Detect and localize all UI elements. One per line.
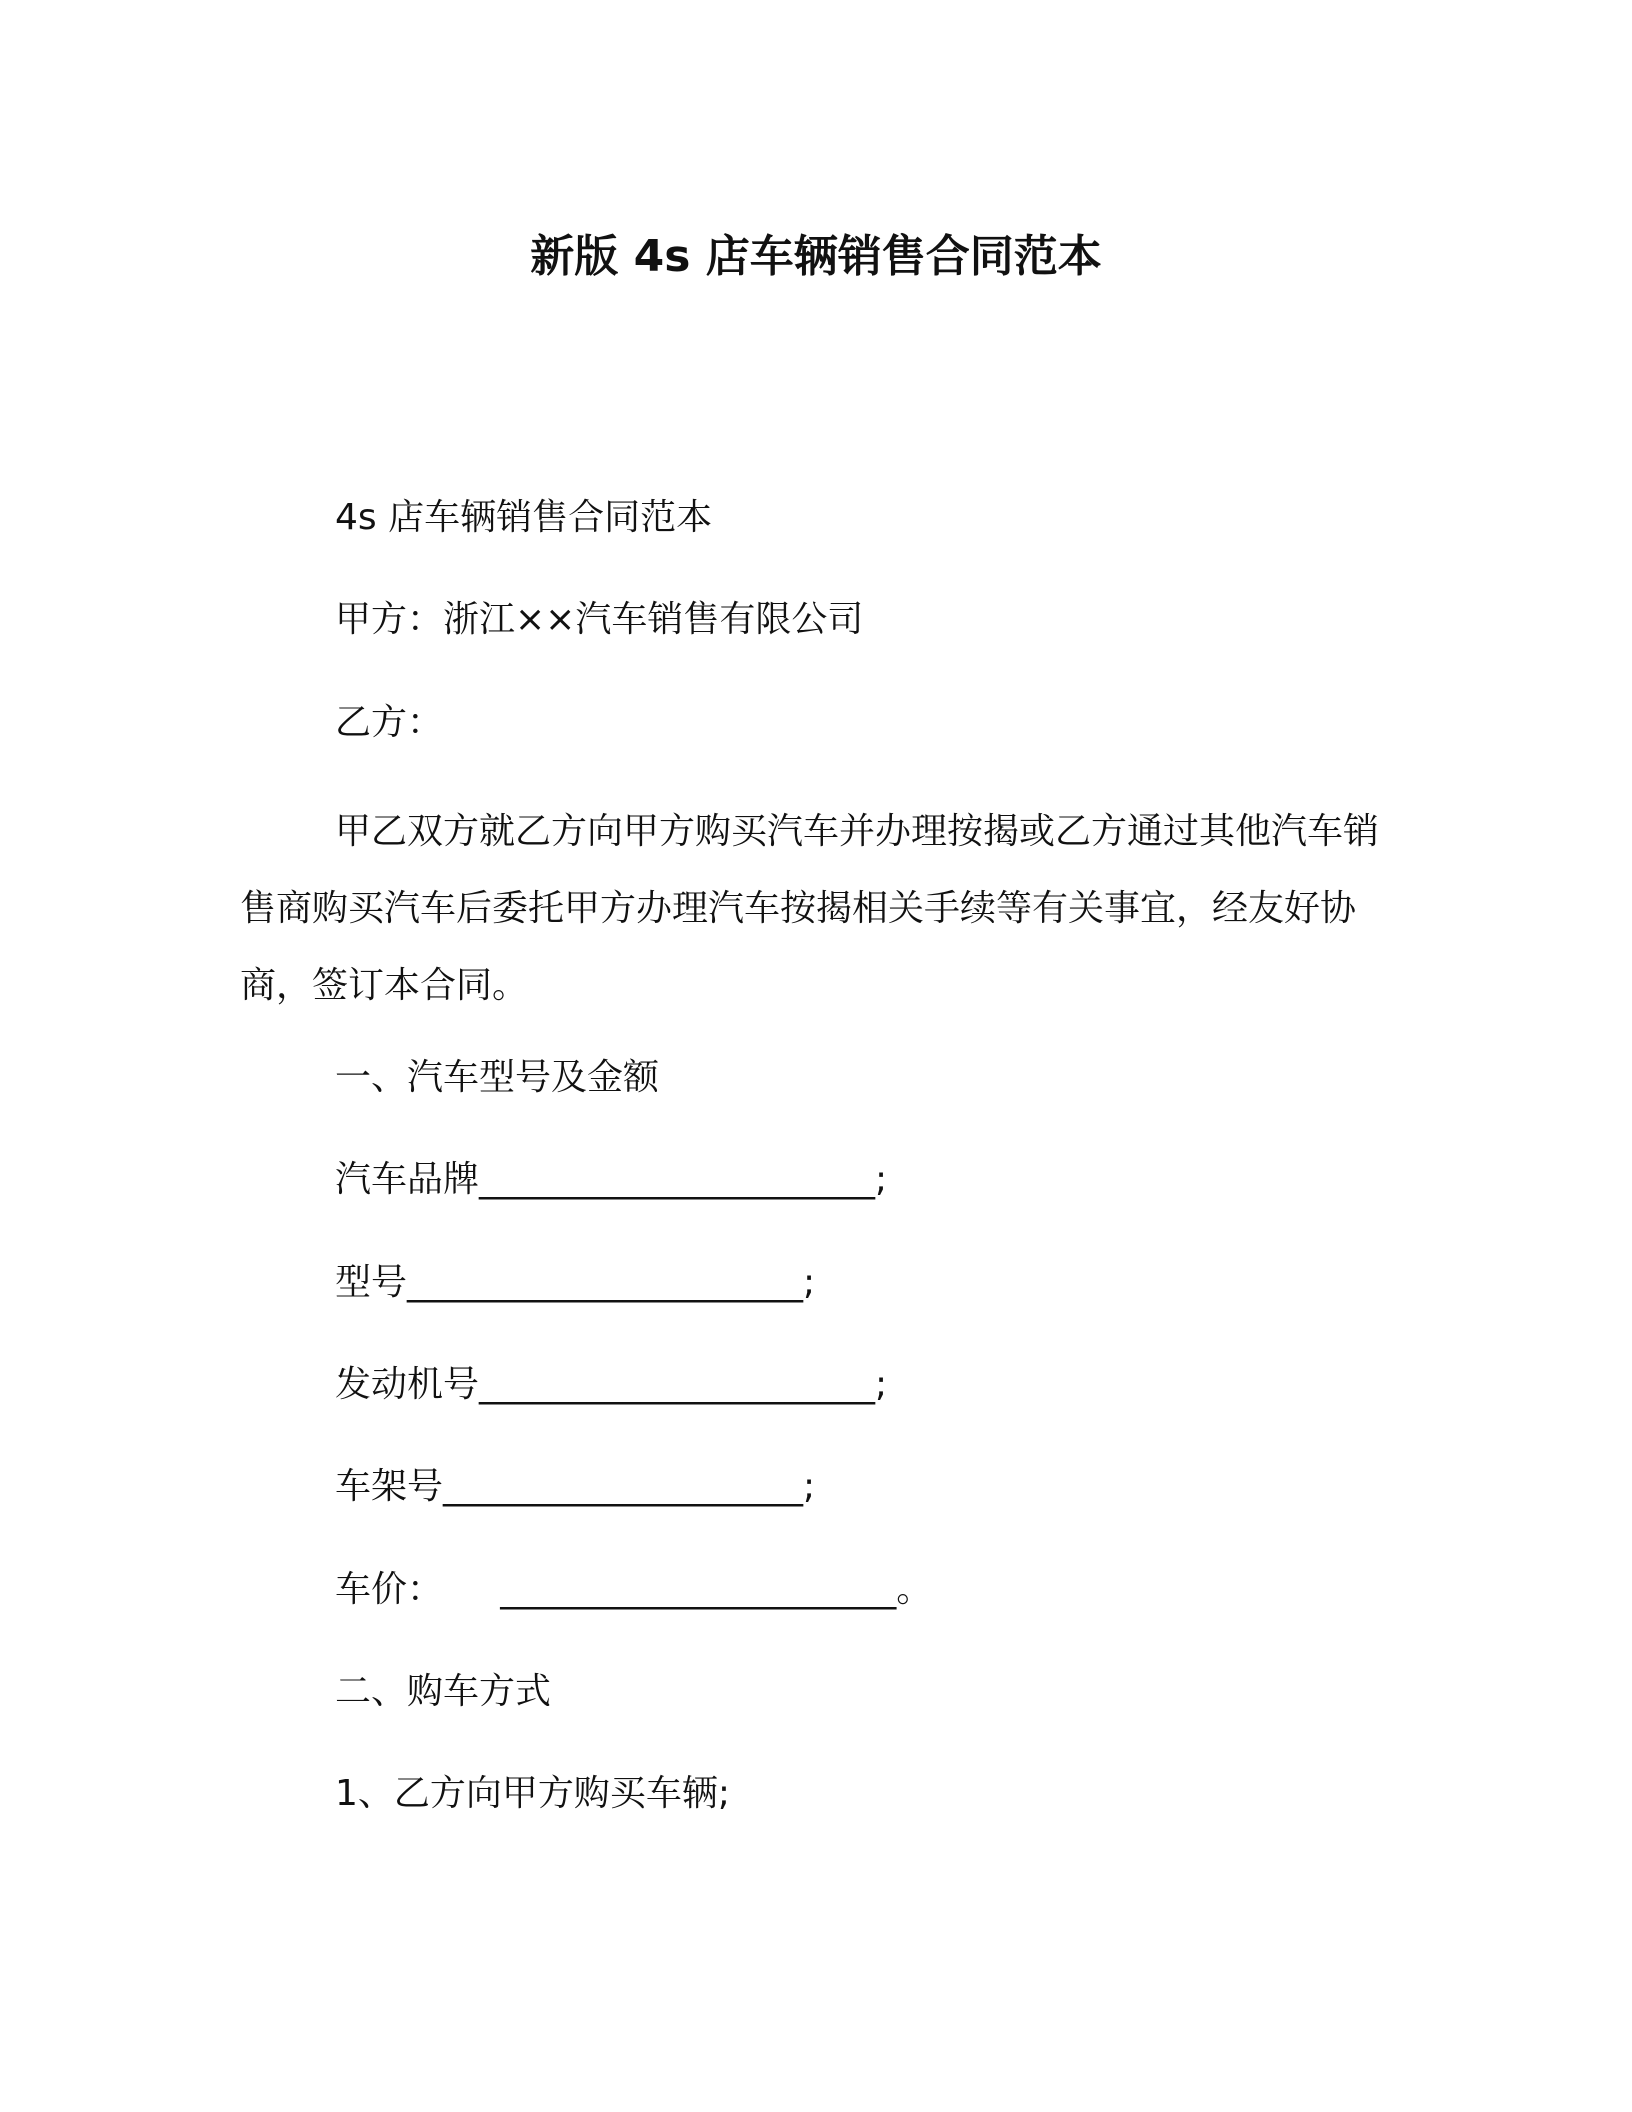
section-2-heading: 二、购车方式 [335,1671,552,1712]
party-b-line: 乙方： [335,702,444,743]
document-title: 新版 4s 店车辆销售合同范本 [530,231,1102,282]
field-price: 车价： ______________________。 [335,1569,933,1610]
section-1-heading: 一、汽车型号及金额 [335,1057,660,1098]
field-brand: 汽车品牌______________________; [335,1159,888,1200]
field-engine-no: 发动机号______________________; [335,1364,888,1405]
field-frame-no: 车架号____________________; [335,1466,816,1507]
field-model: 型号______________________; [335,1262,816,1303]
intro-text: 甲乙双方就乙方向甲方购买汽车并办理按揭或乙方通过其他汽车销售商购买汽车后委托甲方办理汽车按揭相关手续等有关事宜，经友好协商，签订本合同。 [240,811,1380,1006]
document-subtitle: 4s 店车辆销售合同范本 [335,497,713,538]
party-a-line: 甲方：浙江××汽车销售有限公司 [335,599,864,640]
intro-paragraph [240,793,1380,1024]
item-1-line: 1、乙方向甲方购买车辆; [335,1773,731,1814]
